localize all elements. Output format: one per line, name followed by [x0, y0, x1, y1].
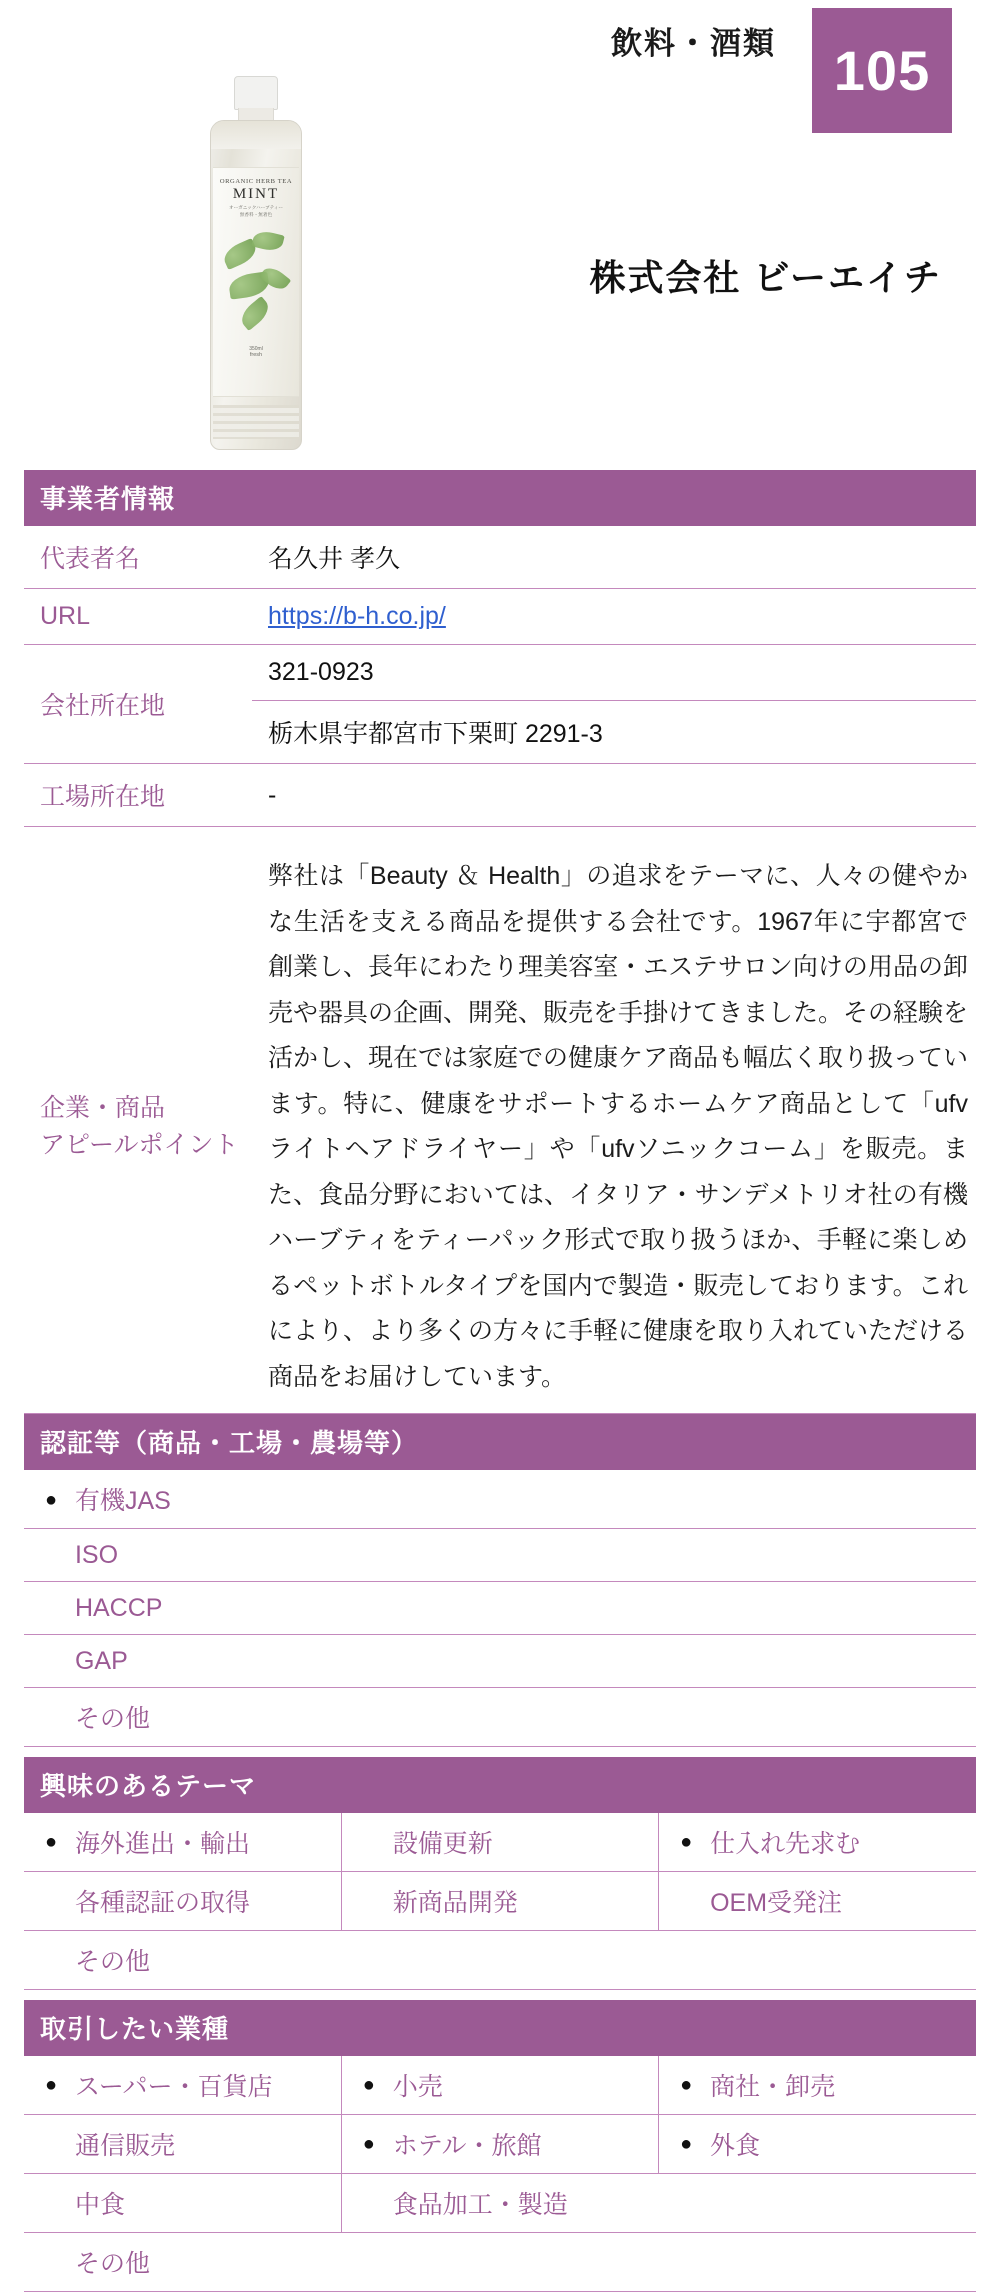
table-row: [24, 2114, 976, 2173]
table-row: [24, 1930, 976, 1989]
spacer: [24, 827, 976, 841]
industry-option-hotel[interactable]: [341, 2114, 658, 2173]
table-row: [24, 1871, 976, 1930]
appeal-table: [24, 841, 976, 1414]
value-postal-code: 321‐0923: [252, 645, 976, 701]
label-appeal: [24, 841, 252, 1414]
cert-option-gap[interactable]: [24, 1634, 976, 1687]
check-bullet: ●: [44, 1488, 58, 1511]
spacer: [24, 1747, 976, 1757]
list-item[interactable]: [24, 1634, 976, 1687]
label-line-1: ORGANIC HERB TEA: [219, 178, 293, 185]
value-factory-address: -: [252, 764, 976, 827]
label-company-address: 会社所在地: [24, 645, 252, 764]
theme-option-oem[interactable]: [659, 1871, 976, 1930]
table-row-representative: [24, 526, 976, 589]
label-appeal-line1: 企業・商品: [40, 1093, 166, 1122]
industry-option-nakashoku[interactable]: [24, 2173, 341, 2232]
check-bullet: [34, 1706, 68, 1729]
mint-leaves-graphic: [213, 226, 299, 346]
industry-option-trading[interactable]: [659, 2056, 976, 2115]
theme-label: 仕入れ先求む: [710, 1829, 861, 1858]
cert-label: 有機JAS: [74, 1487, 171, 1515]
check-bullet: ●: [680, 1831, 693, 1854]
themes-table: [24, 1813, 976, 1990]
industry-label: 外食: [710, 2131, 761, 2160]
theme-label: 海外進出・輸出: [74, 1829, 250, 1858]
check-bullet: [669, 1890, 703, 1913]
bottle-label: [213, 167, 299, 397]
label-appeal-line2: アピールポイント: [40, 1131, 239, 1159]
industry-label: ホテル・旅館: [392, 2131, 542, 2160]
table-row-postal: [24, 645, 976, 701]
theme-option-equipment[interactable]: [341, 1813, 658, 1872]
list-item[interactable]: [24, 1470, 976, 1529]
industry-option-food-processing[interactable]: [341, 2173, 976, 2232]
theme-label: OEM受発注: [710, 1888, 843, 1917]
table-row-appeal: [24, 841, 976, 1414]
section-title-certifications: 認証等（商品・工場・農場等）: [24, 1414, 976, 1470]
label-url: URL: [24, 589, 252, 645]
theme-option-certification[interactable]: [24, 1871, 341, 1930]
cert-option-organic-jas[interactable]: [24, 1470, 976, 1529]
theme-label: 新商品開発: [392, 1888, 518, 1917]
check-bullet: ●: [680, 2133, 693, 2156]
bottle-body: [210, 120, 302, 450]
check-bullet: ●: [44, 2074, 58, 2097]
list-item[interactable]: [24, 1529, 976, 1582]
check-bullet: [34, 1949, 68, 1972]
entry-number-badge: 105: [812, 8, 952, 133]
check-bullet: [34, 2133, 68, 2156]
cert-option-haccp[interactable]: [24, 1581, 976, 1634]
industry-label: 中食: [74, 2190, 125, 2219]
industry-option-retail[interactable]: [341, 2056, 658, 2115]
theme-label: 各種認証の取得: [74, 1888, 250, 1917]
check-bullet: ●: [362, 2074, 375, 2097]
table-row: [24, 1813, 976, 1872]
section-title-business-info: 事業者情報: [24, 470, 976, 526]
table-row-factory: [24, 764, 976, 827]
theme-option-new-product[interactable]: [341, 1871, 658, 1930]
check-bullet: [352, 1890, 386, 1913]
value-appeal-text: 弊社は「Beauty ＆ Health」の追求をテーマに、人々の健やかな生活を支える商品を提供する会社です。1967年に宇都宮で創業し、長年にわたり理美容室・エステサロン向けの用品の卸売や器具の企画、開発、販売を手掛けてきました。その経験を活かし、現在では家庭での健康ケア商品も幅広く取り扱っています。特に、健康をサポートするホームケア商品として「ufvライトヘアドライヤー」や「ufvソニックコーム」を販売。また、食品分野においては、イタリア・サンデメトリオ社の有機ハーブティをティーパック形式で取り扱うほか、手軽に楽しめるペットボトルタイプを国内で製造・販売しております。これにより、より多くの方々に手軽に健康を取り入れていただける商品をお届けしています。: [252, 841, 976, 1414]
spacer: [24, 1990, 976, 2000]
company-name: 株式会社 ビーエイチ: [589, 257, 942, 298]
label-line-2: MINT: [232, 186, 280, 202]
theme-option-other[interactable]: [24, 1930, 976, 1989]
label-line-6: 350ml: [249, 346, 263, 352]
table-row: [24, 2056, 976, 2115]
bottle-shoulder: [211, 121, 301, 149]
value-url[interactable]: [252, 589, 976, 645]
industry-option-mailorder[interactable]: [24, 2114, 341, 2173]
certifications-table: [24, 1470, 976, 1747]
check-bullet: [352, 1831, 386, 1854]
product-photo: [174, 18, 334, 448]
industry-option-other[interactable]: [24, 2232, 976, 2291]
label-line-4: 無香料・無着色: [239, 212, 273, 217]
table-row-url: [24, 589, 976, 645]
theme-option-suppliers[interactable]: [659, 1813, 976, 1872]
label-representative: 代表者名: [24, 526, 252, 589]
label-line-3: オーガニックハーブティー: [229, 205, 283, 210]
industry-label: その他: [74, 2249, 150, 2278]
industry-option-supermarket[interactable]: [24, 2056, 341, 2115]
check-bullet: ●: [44, 1831, 58, 1854]
label-line-7: fresh: [249, 352, 263, 358]
bottle-cap: [234, 76, 278, 110]
theme-label: その他: [74, 1947, 150, 1976]
theme-label: 設備更新: [392, 1829, 493, 1858]
check-bullet: [34, 1598, 68, 1621]
check-bullet: [352, 2192, 386, 2215]
industry-label: スーパー・百貨店: [74, 2072, 273, 2101]
industries-table: [24, 2056, 976, 2292]
industry-label: 食品加工・製造: [392, 2190, 568, 2219]
bottle-ribs: [213, 405, 299, 439]
bottle-illustration: [202, 28, 310, 448]
page-header: [24, 0, 976, 470]
industry-label: 通信販売: [74, 2131, 175, 2160]
cert-option-iso[interactable]: [24, 1529, 976, 1582]
cert-label: HACCP: [74, 1593, 163, 1622]
check-bullet: [34, 1651, 68, 1674]
cert-label: GAP: [74, 1646, 128, 1675]
list-item[interactable]: [24, 1687, 976, 1746]
business-info-table: [24, 526, 976, 827]
check-bullet: ●: [680, 2074, 693, 2097]
check-bullet: [34, 2251, 68, 2274]
label-factory-address: 工場所在地: [24, 764, 252, 827]
industry-label: 商社・卸売: [710, 2072, 836, 2101]
cert-label: ISO: [74, 1540, 119, 1569]
check-bullet: [34, 1890, 68, 1913]
check-bullet: ●: [362, 2133, 375, 2156]
section-title-themes: 興味のあるテーマ: [24, 1757, 976, 1813]
industry-label: 小売: [392, 2072, 443, 2101]
cert-label: その他: [74, 1704, 150, 1733]
section-title-industries: 取引したい業種: [24, 2000, 976, 2056]
cert-option-other[interactable]: [24, 1687, 976, 1746]
list-item[interactable]: [24, 1581, 976, 1634]
table-row: [24, 2173, 976, 2232]
theme-option-overseas[interactable]: [24, 1813, 341, 1872]
value-representative: 名久井 孝久: [252, 526, 976, 589]
table-row: [24, 2232, 976, 2291]
industry-option-foodservice[interactable]: [659, 2114, 976, 2173]
value-company-address: 栃木県宇都宮市下栗町 2291-3: [252, 701, 976, 764]
category-label: 飲料・酒類: [611, 26, 776, 61]
check-bullet: [34, 2192, 68, 2215]
check-bullet: [34, 1545, 68, 1568]
url-link[interactable]: https://b-h.co.jp/: [268, 602, 446, 630]
